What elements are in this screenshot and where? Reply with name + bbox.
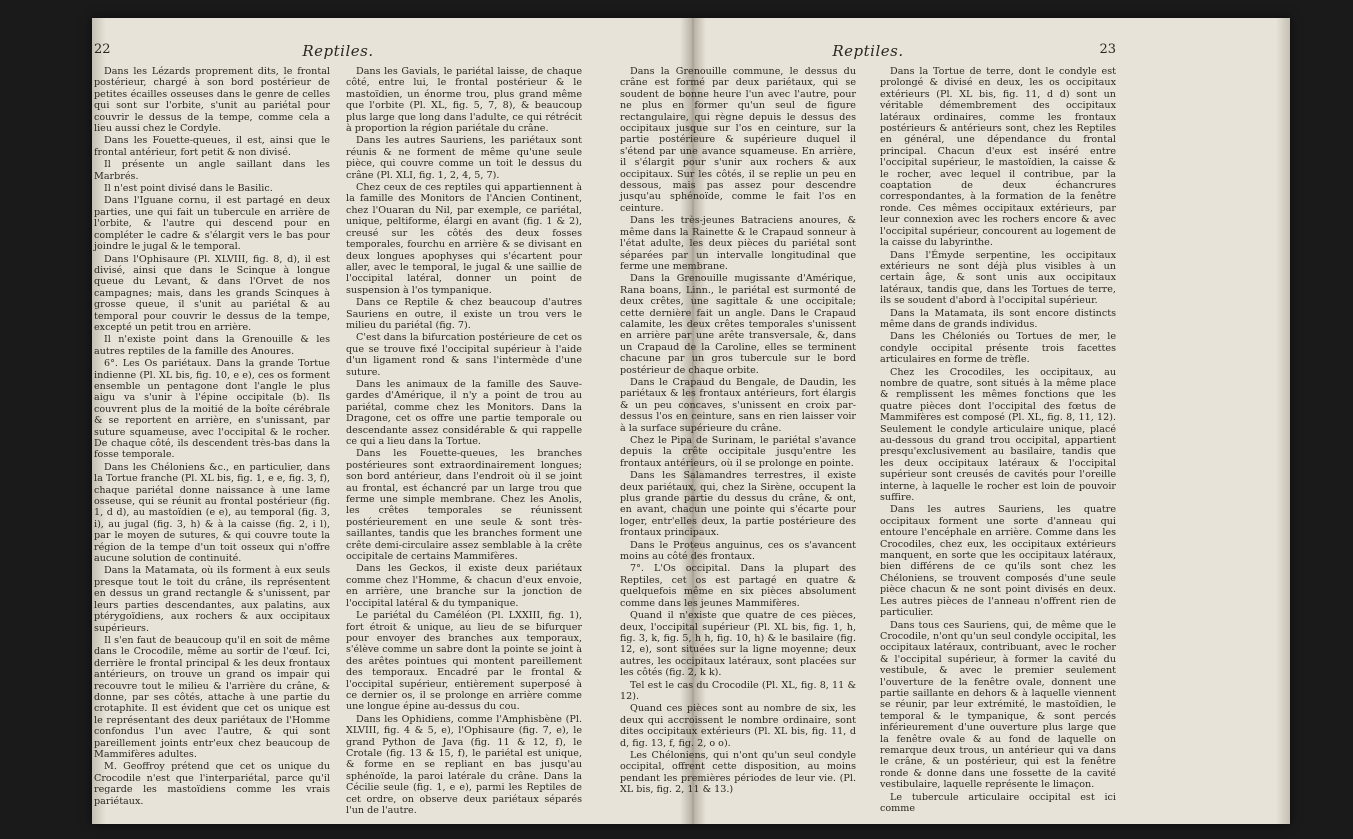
paragraph: Il n'est point divisé dans le Basilic.	[104, 183, 273, 195]
text-column	[620, 66, 856, 806]
text-column	[94, 66, 330, 806]
paragraph: Dans ce Reptile & chez beaucoup d'autres Sauriens en outre, il existe un trou vers le milieu du pariétal (fig. 7).	[346, 297, 582, 331]
paragraph: Dans les Lézards proprement dits, le frontal postérieur, chargé à son bord postérieur de petites écailles osseuses dans le genre de celles qui sont sur l'orbite, s'unit au pariétal pour couvrir le dessus de la tempe, comme cela a lieu aussi chez le Cordyle.	[94, 66, 330, 135]
running-head: Reptiles.	[302, 42, 374, 60]
paragraph: Dans la Tortue de terre, dont le condyle est prolongé & divisé en deux, les os occipitaux extérieurs (Pl. XL bis, fig. 11, d d) sont un véritable démembrement des occipitaux latéraux ordinaires, comme les frontaux postérieurs & antérieurs sont, chez les Reptiles en général, une dépendance du frontal principal. Chacun d'eux est inséré entre l'occipital supérieur, le mastoïdien, la caisse & le rocher, avec lequel il contribue, par la coaptation de deux échancrures correspondantes, à la formation de la fenêtre ronde. Ces mêmes occipitaux extérieurs, par leur connexion avec les rochers encore & avec l'occipital supérieur, concourent au logement de la caisse du labyrinthe.	[880, 66, 1116, 249]
paragraph: Dans les Chéloniens &c., en particulier, dans la Tortue franche (Pl. XL bis, fig. 1, e e, fig. 3, f), chaque pariétal donne naissance à une lame osseuse, qui se réunit au frontal postérieur (fig. 1, d d), au mastoïdien (e e), au temporal (fig. 3, i), au jugal (fig. 3, h) & à la caisse (fig. 2, i l), par le moyen de sutures, & qui couvre toute la région de la tempe d'un toit osseux qui n'offre aucune solution de continuité.	[94, 461, 330, 565]
paragraph: Dans la Grenouille mugissante d'Amérique, Rana boans, Linn., le pariétal est surmonté de deux crêtes, une sagittale & une occipitale; cette dernière fait un angle. Dans le Crapaud calamite, les deux crêtes temporales s'unissent en arrière par une arête transversale, &, dans un Crapaud de la Caroline, elles se terminent chacune par un gros tubercule sur le bord postérieur de chaque orbite.	[620, 273, 856, 376]
paragraph: Quand il n'existe que quatre de ces pièces, deux, l'occipital supérieur (Pl. XL bis, fig. 1, h, fig. 3, k, fig. 5, h h, fig. 10, h) & le basilaire (fig. 12, e), sont situées sur la ligne moyenne; deux autres, les occipitaux latéraux, sont placées sur les côtés (fig. 2, k k).	[620, 610, 856, 679]
paragraph: Il n'existe point dans la Grenouille & les autres reptiles de la famille des Anoures.	[94, 334, 330, 357]
left-page-header	[94, 42, 582, 66]
right-page-header	[620, 42, 1116, 66]
paragraph: Dans les animaux de la famille des Sauve-gardes d'Amérique, il n'y a point de trou au pariétal, comme chez les Monitors. Dans la Dragone, cet os offre une partie temporale ou descendante assez considérable & qui rappelle ce qui a lieu dans la Tortue.	[346, 378, 582, 447]
paragraph: Dans les autres Sauriens, les quatre occipitaux forment une sorte d'anneau qui entoure l'encéphale en arrière. Comme dans les Crocodiles, chez eux, les occipitaux extérieurs manquent, en sorte que les occipitaux latéraux, bien différens de ce qu'ils sont chez les Chéloniens, se trouvent composés d'une seule pièce chacun & ne sont point divisés en deux. Les autres pièces de l'anneau n'offrent rien de particulier.	[880, 504, 1116, 619]
paragraph: Dans les Geckos, il existe deux pariétaux comme chez l'Homme, & chacun d'eux envoie, en arrière, une branche sur la jonction de l'occipital latéral & du tympanique.	[346, 563, 582, 609]
paragraph: Dans les Salamandres terrestres, il existe deux pariétaux, qui, chez la Sirène, occupent la plus grande partie du dessus du crâne, & ont, en avant, chacun une pointe qui s'écarte pour loger, entr'elles deux, la partie postérieure des frontaux principaux.	[620, 470, 856, 539]
paragraph: Dans l'Iguane cornu, il est partagé en deux parties, une qui fait un tubercule en arrière de l'orbite, & l'autre qui descend pour en compléter le cadre & s'élargit vers le bas pour joindre le jugal & le temporal.	[94, 195, 330, 253]
paragraph: Il présente un angle saillant dans les Marbrés.	[94, 159, 330, 182]
running-head: Reptiles.	[832, 42, 904, 60]
paragraph: Dans les Ophidiens, comme l'Amphisbène (Pl. XLVIII, fig. 4 & 5, e), l'Ophisaure (fig. 7, e), le grand Python de Java (fig. 11 & 12, f), le Crotale (fig. 13 & 15, f), le pariétal est unique, & forme en se repliant en bas jusqu'au sphénoïde, la paroi latérale du crâne. Dans la Cécilie seule (fig. 1, e e), parmi les Reptiles de cet ordre, on observe deux pariétaux séparés l'un de l'autre.	[346, 713, 582, 816]
paragraph: Dans les Fouette-queues, les branches postérieures sont extraordinairement longues; son bord antérieur, dans l'endroit où il se joint au frontal, est échancré par un large trou que ferme une simple membrane. Chez les Anolis, les crêtes temporales se réunissent postérieurement en une seule & sont très-saillantes, tandis que les branches forment une crête demi-circulaire assez semblable à la crête occipitale de certains Mammifères.	[346, 448, 582, 563]
paragraph: M. Geoffroy prétend que cet os unique du Crocodile n'est que l'interpariétal, parce qu'il regarde les mastoïdiens comme les vrais pariétaux.	[94, 761, 330, 807]
page-number: 23	[1099, 42, 1116, 57]
paragraph: 7°. L'Os occipital. Dans la plupart des Reptiles, cet os est partagé en quatre & quelquefois même en six pièces absolument comme dans les jeunes Mammifères.	[620, 563, 856, 609]
paragraph: Chez le Pipa de Surinam, le pariétal s'avance depuis la crête occipitale jusqu'entre les frontaux antérieurs, où il se prolonge en pointe.	[620, 435, 856, 469]
paragraph: Chez les Crocodiles, les occipitaux, au nombre de quatre, sont situés à la même place & remplissent les mêmes fonctions que les quatre pièces dont l'occipital des fœtus de Mammifères est composé (Pl. XL, fig. 8, 11, 12). Seulement le condyle articulaire unique, placé au-dessous du grand trou occipital, appartient presqu'exclusivement au basilaire, tandis que les deux occipitaux latéraux & l'occipital supérieur sont creusés de cavités pour l'oreille interne, à laquelle le rocher est loin de pouvoir suffire.	[880, 366, 1116, 504]
left-page	[94, 42, 582, 816]
paragraph: Dans la Grenouille commune, le dessus du crâne est formé par deux pariétaux, qui se soudent de bonne heure l'un avec l'autre, pour ne plus en former qu'un seul de figure rectangulaire, qui règne depuis le dessus des occipitaux jusque sur l'os en ceinture, sur la partie postérieure & supérieure duquel il s'étend par une avance squameuse. En arrière, il s'élargit pour s'unir aux rochers & aux occipitaux. Sur les côtés, il se replie un peu en dessous, mais pas assez pour descendre jusqu'au sphénoïde, comme le fait l'os en ceinture.	[620, 66, 856, 214]
paragraph: 6°. Les Os pariétaux. Dans la grande Tortue indienne (Pl. XL bis, fig. 10, e e), ces os forment ensemble un pentagone dont l'angle le plus aigu va s'unir à l'épine occipitale (b). Ils couvrent plus de la moitié de la boîte cérébrale & se reportent en arrière, en s'unissant, par suture squameuse, avec l'occipital & le rocher. De chaque côté, ils descendent très-bas dans la fosse temporale.	[94, 358, 330, 461]
paragraph: Les Chéloniens, qui n'ont qu'un seul condyle occipital, offrent cette disposition, au moins pendant les premières périodes de leur vie. (Pl. XL bis, fig. 2, 11 & 13.)	[620, 749, 856, 796]
paragraph: Dans les autres Sauriens, les pariétaux sont réunis & ne forment de même qu'une seule pièce, qui couvre comme un toit le dessus du crâne (Pl. XLI, fig. 1, 2, 4, 5, 7).	[346, 135, 582, 181]
text-column	[880, 66, 1116, 814]
paragraph: Le tubercule articulaire occipital est ici comme	[880, 791, 1116, 814]
paragraph: Dans la Matamata, ils sont encore distincts même dans de grands individus.	[880, 307, 1116, 330]
paragraph: Il s'en faut de beaucoup qu'il en soit de même dans le Crocodile, même au sortir de l'œuf. Ici, derrière le frontal principal & les deux frontaux antérieurs, on trouve un grand os impair qui recouvre tout le milieu & l'arrière du crâne, & donne, par ses côtés, attache à une partie du crotaphite. Il est évident que cet os unique est le représentant des deux pariétaux de l'Homme confondus l'un avec l'autre, & qui sont pareillement joints entr'eux chez beaucoup de Mammifères adultes.	[94, 634, 330, 760]
paragraph: Dans l'Émyde serpentine, les occipitaux extérieurs ne sont déjà plus visibles à un certain âge, & sont unis aux occipitaux latéraux, tandis que, dans les Tortues de terre, ils se soudent d'abord à l'occipital supérieur.	[880, 249, 1116, 307]
paragraph: Quand ces pièces sont au nombre de six, les deux qui accroissent le nombre ordinaire, sont dites occipitaux extérieurs (Pl. XL bis, fig. 11, d d, fig. 13, f, fig. 2, o o).	[620, 703, 856, 749]
paragraph: Chez ceux de ces reptiles qui appartiennent à la famille des Monitors de l'Ancien Continent, chez l'Ouaran du Nil, par exemple, ce pariétal, unique, peltiforme, élargi en avant (fig. 1 & 2), creusé sur les côtés des deux fosses temporales, fourchu en arrière & se divisant en deux longues apophyses qui s'écartent pour aller, avec le temporal, le jugal & une saillie de l'occipital latéral, donner un point de suspension à l'os tympanique.	[346, 182, 582, 296]
paragraph: Dans les Fouette-queues, il est, ainsi que le frontal antérieur, fort petit & non divisé.	[94, 135, 330, 158]
page-number: 22	[94, 42, 111, 57]
text-column	[346, 66, 582, 816]
paragraph: Dans les très-jeunes Batraciens anoures, & même dans la Rainette & le Crapaud sonneur à l'état adulte, les deux pièces du pariétal sont séparées par un intervalle longitudinal que ferme une membrane.	[620, 215, 856, 272]
paragraph: Le pariétal du Caméléon (Pl. LXXIII, fig. 1), fort étroit & unique, au lieu de se bifurquer pour envoyer des branches aux temporaux, s'élève comme un sabre dont la pointe se joint à des arêtes pointues qui montent pareillement des temporaux. Encadré par le frontal & l'occipital supérieur, entièrement superposé à ce dernier os, il se prolonge en arrière comme une longue épine au-dessus du cou.	[346, 610, 582, 713]
paragraph: Tel est le cas du Crocodile (Pl. XL, fig. 8, 11 & 12).	[620, 679, 856, 702]
page-edge-right	[1276, 18, 1290, 824]
paragraph: Dans le Crapaud du Bengale, de Daudin, les pariétaux & les frontaux antérieurs, fort élargis & un peu concaves, s'unissent en croix par-dessus l'os en ceinture, sans en rien laisser voir à la surface supérieure du crâne.	[620, 376, 856, 434]
paragraph: Dans les Gavials, le pariétal laisse, de chaque côté, entre lui, le frontal postérieur & le mastoïdien, un énorme trou, plus grand même que l'orbite (Pl. XL, fig. 5, 7, 8), & beaucoup plus large que long dans l'adulte, ce qui rétrécit à proportion la région pariétale du crâne.	[346, 66, 582, 135]
paragraph: Dans tous ces Sauriens, qui, de même que le Crocodile, n'ont qu'un seul condyle occipital, les occipitaux latéraux, contribuant, avec le rocher & l'occipital supérieur, à former la cavité du vestibule, & avec le premier seulement l'ouverture de la fenêtre ovale, donnent une partie saillante en dehors & à laquelle viennent se réunir, par leur extrémité, le mastoïdien, le temporal & le tympanique, & sont percés inférieurement d'une ouverture plus large que la fenêtre ovale & au fond de laquelle on remarque deux trous, un antérieur qui va dans le crâne, & un postérieur, qui est la fenêtre ronde & donne dans une fossette de la cavité vestibulaire, laquelle représente le limaçon.	[880, 619, 1116, 791]
paragraph: Dans les Chéloniés ou Tortues de mer, le condyle occipital présente trois facettes articulaires en forme de trèfle.	[880, 331, 1116, 366]
paragraph: Dans la Matamata, où ils forment à eux seuls presque tout le toit du crâne, ils représentent en dessus un grand rectangle & s'unissent, par leurs parties descendantes, aux palatins, aux ptérygoïdiens, aux rochers & aux occipitaux supérieurs.	[94, 565, 330, 634]
paragraph: C'est dans la bifurcation postérieure de cet os que se trouve fixé l'occipital supérieur à l'aide d'un ligament rond & sans l'intermède d'une suture.	[346, 332, 582, 378]
right-page	[620, 42, 1116, 814]
paragraph: Dans l'Ophisaure (Pl. XLVIII, fig. 8, d), il est divisé, ainsi que dans le Scinque à longue queue du Levant, & dans l'Orvet de nos campagnes; mais, dans les grands Scinques à grosse queue, il s'unit au pariétal & au temporal pour couvrir le dessus de la tempe, excepté un petit trou en arrière.	[94, 253, 330, 333]
paragraph: Dans le Proteus anguinus, ces os s'avancent moins au côté des frontaux.	[620, 539, 856, 563]
